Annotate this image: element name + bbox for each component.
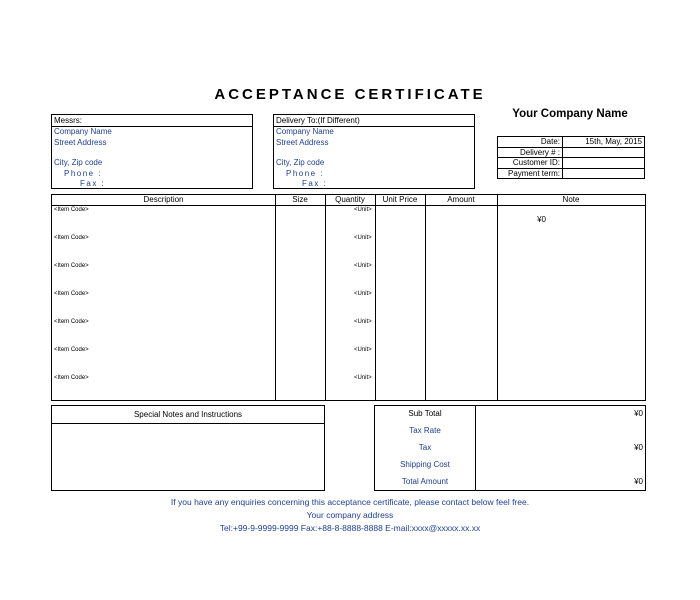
items-table (51, 194, 646, 401)
company-name: Your Company Name (512, 108, 628, 120)
shipping-cost-label: Shipping Cost (400, 460, 450, 469)
item-code[interactable]: <Item Code> (54, 375, 89, 381)
total-amount-label: Total Amount (401, 477, 449, 486)
tax-label: Tax (418, 443, 432, 452)
info-label: Payment term: (498, 168, 563, 179)
tax-rate-label: Tax Rate (409, 426, 441, 435)
info-row-payment (498, 168, 645, 179)
delivery-box (273, 114, 475, 189)
messrs-phone: Phone : (64, 168, 103, 178)
messrs-box (51, 114, 253, 189)
delivery-fax: Fax : (302, 178, 328, 188)
item-code[interactable]: <Item Code> (54, 347, 89, 353)
item-unit[interactable]: <Unit> (354, 319, 372, 325)
column-divider (275, 195, 276, 400)
footer-contact: Tel:+99-9-9999-9999 Fax:+88-8-8888-8888 E-mail:xxxx@xxxxx.xx.xx (219, 523, 481, 533)
special-notes-area[interactable] (52, 424, 324, 490)
total-amount-value: ¥0 (634, 477, 643, 486)
special-notes-box (51, 405, 325, 491)
col-quantity: Quantity (335, 195, 365, 204)
item-code[interactable]: <Item Code> (54, 291, 89, 297)
subtotal-value: ¥0 (634, 409, 643, 418)
special-notes-header: Special Notes and Instructions (52, 406, 324, 424)
footer-address: Your company address (306, 510, 394, 520)
header-divider (52, 205, 645, 206)
delivery-phone: Phone : (286, 168, 325, 178)
col-unit-price: Unit Price (382, 195, 418, 204)
footer-enquiry: If you have any enquiries concerning this acceptance certificate, please contact below feel free. (170, 497, 530, 507)
item-unit[interactable]: <Unit> (354, 263, 372, 269)
item-unit[interactable]: <Unit> (354, 375, 372, 381)
info-value[interactable]: 15th, May, 2015 (563, 137, 645, 148)
item-code[interactable]: <Item Code> (54, 235, 89, 241)
info-label: Customer ID: (498, 158, 563, 169)
messrs-company: Company Name (54, 127, 112, 136)
totals-box (374, 405, 646, 491)
item-code[interactable]: <Item Code> (54, 319, 89, 325)
item-amount: ¥0 (537, 215, 546, 224)
info-row-customer (498, 158, 645, 169)
delivery-street: Street Address (276, 137, 329, 147)
column-divider (375, 195, 376, 400)
item-unit[interactable]: <Unit> (354, 207, 372, 213)
info-label: Date: (498, 137, 563, 148)
messrs-header: Messrs: (52, 115, 252, 127)
info-label: Delivery # : (498, 147, 563, 158)
delivery-header: Delivery To:(If Different) (274, 115, 474, 127)
messrs-city: City, Zip code (54, 158, 103, 167)
subtotal-label: Sub Total (408, 409, 442, 418)
totals-divider (475, 406, 476, 490)
item-unit[interactable]: <Unit> (354, 347, 372, 353)
col-note: Note (562, 195, 580, 204)
tax-value: ¥0 (634, 443, 643, 452)
column-divider (425, 195, 426, 400)
delivery-company: Company Name (276, 127, 334, 136)
info-table (497, 136, 645, 179)
col-description: Description (143, 195, 184, 204)
info-value[interactable] (563, 147, 645, 158)
column-divider (497, 195, 498, 400)
delivery-city: City, Zip code (276, 158, 325, 167)
messrs-fax: Fax : (80, 178, 106, 188)
col-size: Size (292, 195, 308, 204)
item-unit[interactable]: <Unit> (354, 235, 372, 241)
item-code[interactable]: <Item Code> (54, 263, 89, 269)
info-row-date (498, 137, 645, 148)
item-code[interactable]: <Item Code> (54, 207, 89, 213)
col-amount: Amount (447, 195, 475, 204)
document-title: ACCEPTANCE CERTIFICATE (214, 86, 486, 103)
messrs-street: Street Address (54, 137, 107, 147)
column-divider (325, 195, 326, 400)
info-row-delivery (498, 147, 645, 158)
info-value[interactable] (563, 168, 645, 179)
item-unit[interactable]: <Unit> (354, 291, 372, 297)
info-value[interactable] (563, 158, 645, 169)
